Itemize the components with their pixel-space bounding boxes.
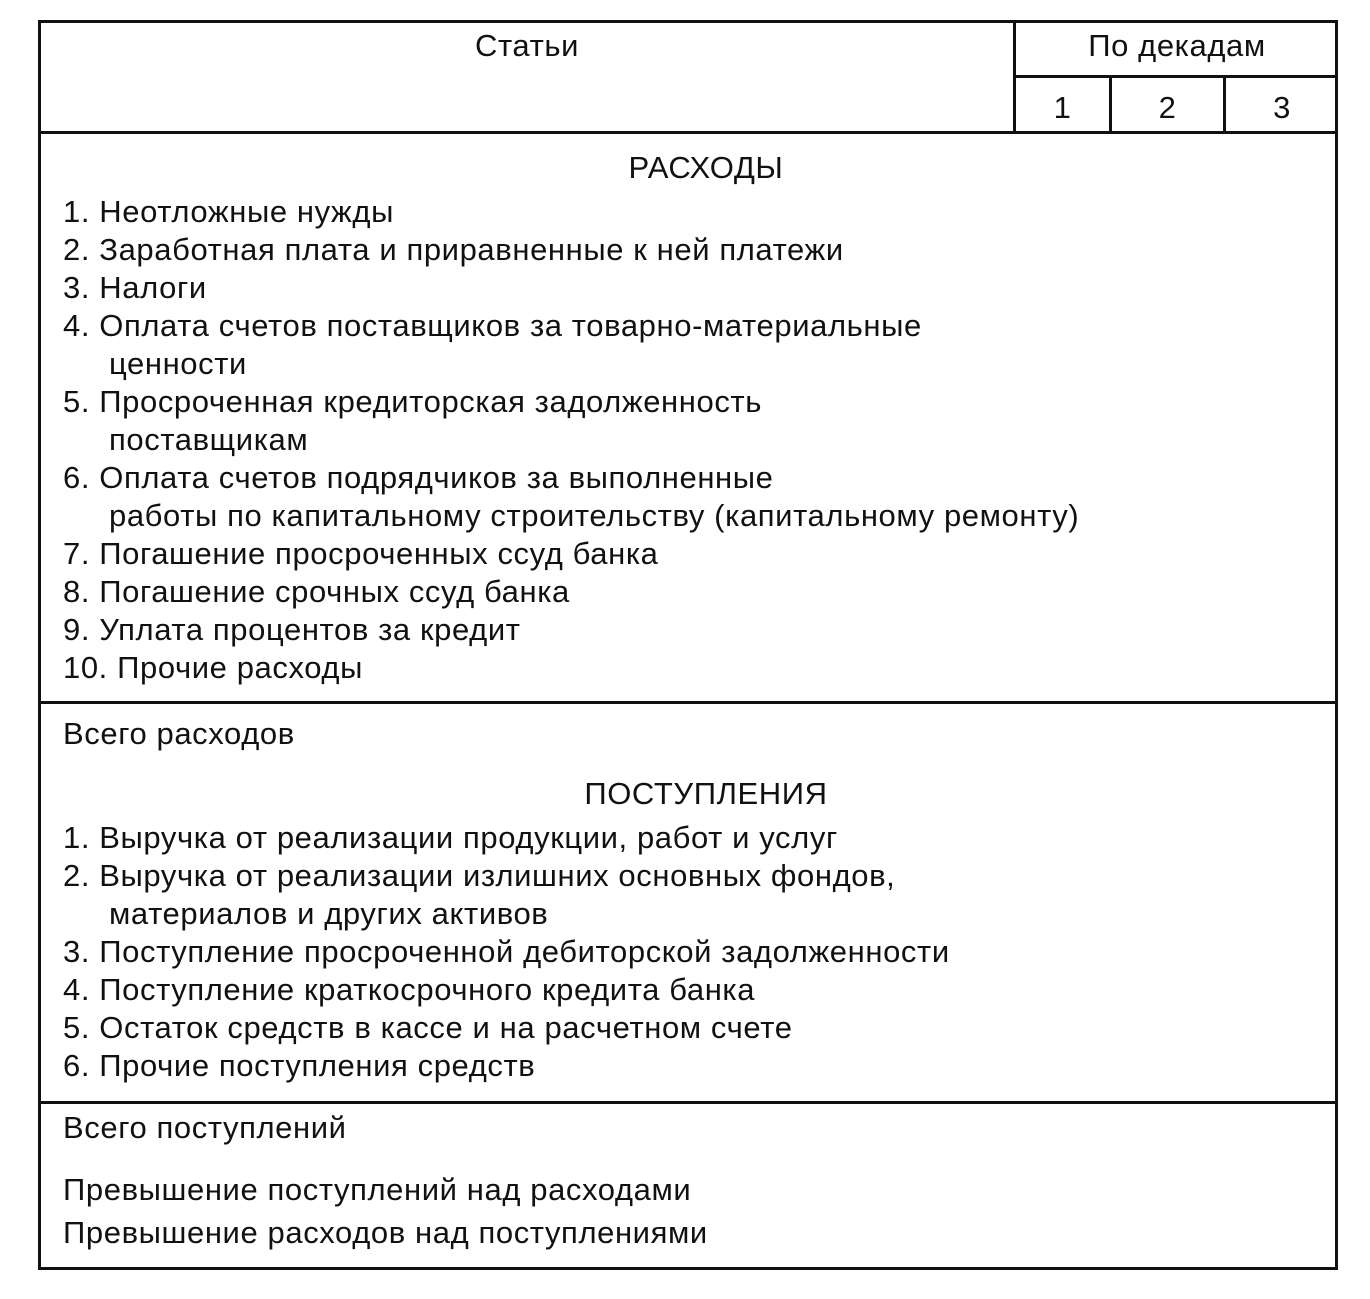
list-item: 2. Выручка от реализации излишних основных фондов,	[63, 858, 896, 893]
list-item: 7. Погашение просроченных ссуд банка	[63, 536, 659, 571]
list-item: 8. Погашение срочных ссуд банка	[63, 574, 570, 609]
list-item: 6. Прочие поступления средств	[63, 1048, 536, 1083]
list-item: 4. Оплата счетов поставщиков за товарно-материальные	[63, 308, 922, 343]
expenses-total-label: Всего расходов	[63, 716, 295, 751]
excess-expense-label: Превышение расходов над поступлениями	[63, 1215, 708, 1250]
list-item: 3. Поступление просроченной дебиторской задолженности	[63, 934, 950, 969]
list-item: 10. Прочие расходы	[63, 650, 363, 685]
expenses-list	[63, 193, 1079, 687]
expenses-title: РАСХОДЫ	[628, 150, 784, 185]
list-item: 6. Оплата счетов подрядчиков за выполненные	[63, 460, 774, 495]
income-list	[63, 819, 950, 1085]
list-item: 4. Поступление краткосрочного кредита банка	[63, 972, 756, 1007]
list-item-continuation: материалов и других активов	[109, 896, 549, 931]
list-item: 1. Неотложные нужды	[63, 194, 394, 229]
articles-header: Статьи	[474, 28, 580, 63]
budget-table	[38, 20, 1338, 1270]
header-bottom-border	[41, 131, 1335, 134]
decade-1-header: 1	[1053, 90, 1072, 125]
income-title: ПОСТУПЛЕНИЯ	[584, 776, 828, 811]
excess-income-label: Превышение поступлений над расходами	[63, 1172, 692, 1207]
list-item-continuation: ценности	[109, 346, 247, 381]
list-item: 5. Просроченная кредиторская задолженность	[63, 384, 762, 419]
list-item: 9. Уплата процентов за кредит	[63, 612, 521, 647]
by-decades-header: По декадам	[1088, 28, 1266, 63]
list-item-continuation: поставщикам	[109, 422, 309, 457]
decade-2-header: 2	[1158, 90, 1177, 125]
income-total-label: Всего поступлений	[63, 1110, 347, 1145]
list-item: 1. Выручка от реализации продукции, работ и услуг	[63, 820, 838, 855]
list-item: 5. Остаток средств в кассе и на расчетном счете	[63, 1010, 793, 1045]
income-total-border	[41, 1101, 1335, 1104]
decade-3-header: 3	[1273, 90, 1291, 125]
list-item-continuation: работы по капитальному строительству (капитальному ремонту)	[109, 498, 1080, 533]
list-item: 3. Налоги	[63, 270, 207, 305]
expenses-total-border	[41, 701, 1335, 704]
list-item: 2. Заработная плата и приравненные к ней платежи	[63, 232, 844, 267]
decades-divider	[1016, 75, 1335, 78]
